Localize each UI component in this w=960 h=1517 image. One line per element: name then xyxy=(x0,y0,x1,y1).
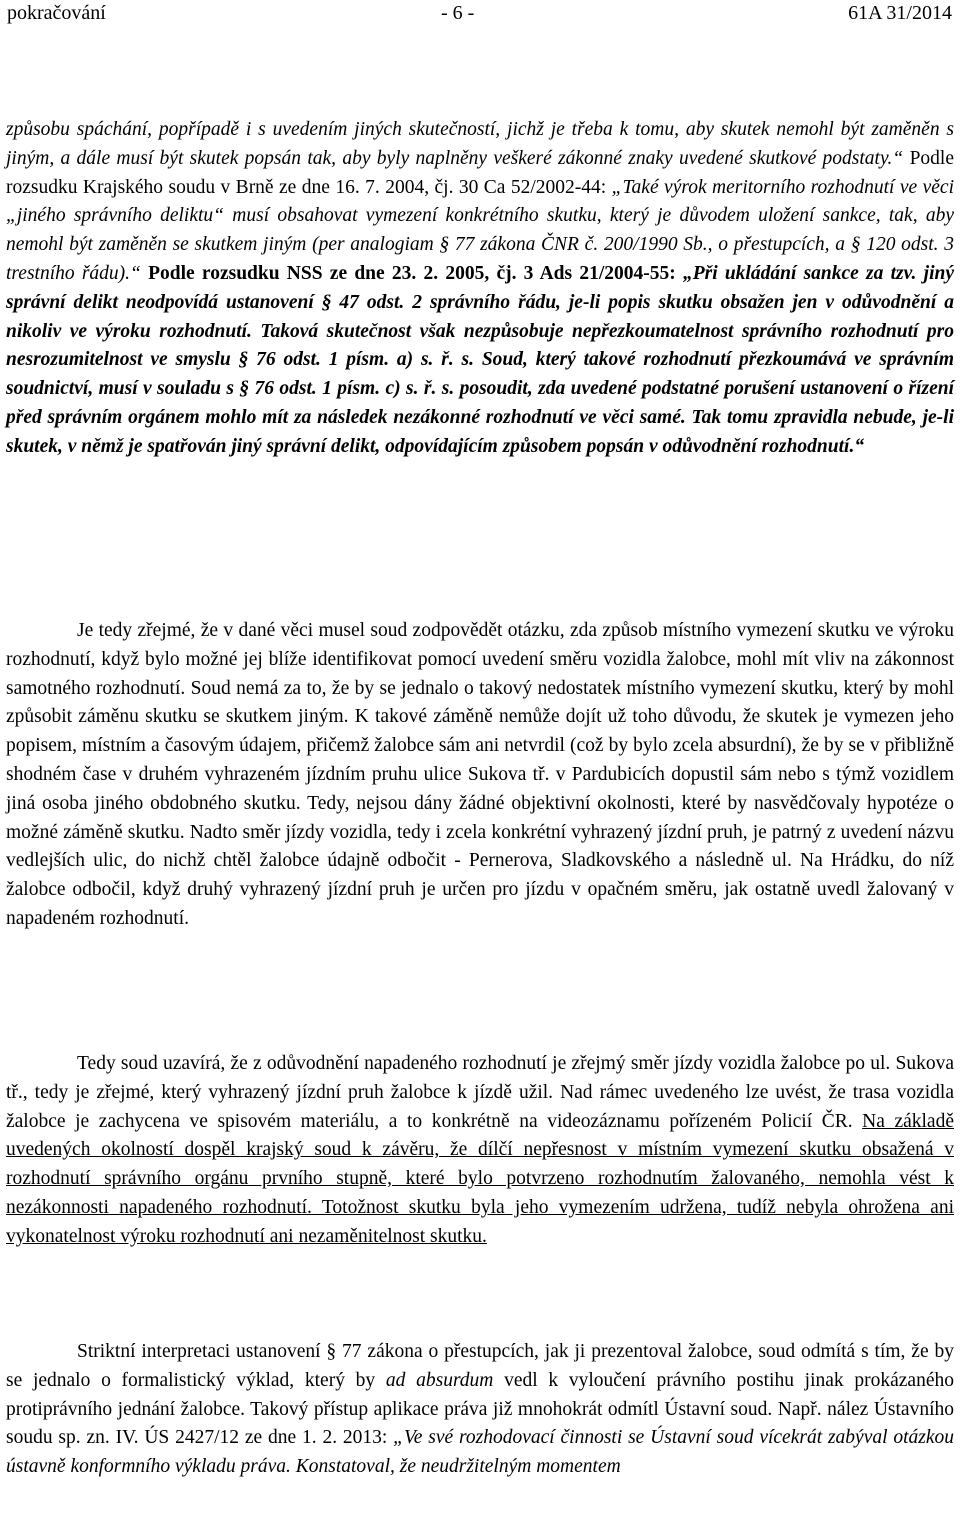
quote-text: způsobu spáchání, popřípadě i s uvedením jiných skutečností, jichž je třeba k tomu, aby skutek nemohl být zaměněn s jiným, a dále musí být skutek popsán tak, aby byly naplněny veškeré zákonné znaky uvedené skutkové podstaty.“ xyxy=(6,119,954,169)
page-header xyxy=(7,2,952,30)
quote-text: „Také výrok meritorního rozhodnutí ve věci „jiného správního deliktu“ musí obsahovat vymezení konkrétního skutku, který je důvodem uložení sankce, tak, aby nemohl být zaměněn se skutkem jiným (per analogiam § 77 zákona ČNR č. 200/1990 Sb., o přestupcích, a § 120 odst. 3 trestního řádu).“ xyxy=(6,176,954,284)
header-continuation: pokračování xyxy=(7,2,106,24)
paragraph-conclusion xyxy=(6,1050,954,1252)
latin-phrase: ad absurdum xyxy=(385,1369,494,1391)
quote-text: „Ve své rozhodovací činnosti se Ústavní soud vícekrát zabýval otázkou ústavně konformního výkladu práva. Konstatoval, že neudržitelným momentem xyxy=(6,1427,955,1478)
citation-text: Podle rozsudku Krajského soudu v Brně ze dne 16. 7. 2004, čj. 30 Ca 52/2002-44: xyxy=(6,147,954,198)
body-text: Striktní interpretaci ustanovení § 77 zákona o přestupcích, jak ji prezentoval žalobce, soud odmítá s tím, že by se jednalo o formalistický výklad, který by xyxy=(6,1341,954,1391)
quote-text: „Při ukládání sankce za tzv. jiný správní delikt neodpovídá ustanovení § 47 odst. 2 správního řádu, je-li popis skutku obsažen jen v odůvodnění a nikoliv ve výroku rozhodnutí. Taková skutečnost však nezpůsobuje nepřezkoumatelnost správního rozhodnutí pro nesrozumitelnost ve smyslu § 76 odst. 1 písm. a) s. ř. s. Soud, který takové rozhodnutí přezkoumává ve správním soudnictví, musí v souladu s § 76 odst. 1 písm. c) s. ř. s. posoudit, zda uvedené podstatné porušení ustanovení o řízení před správním orgánem mohlo mít za následek nezákonné rozhodnutí ve věci samé. Tak tomu zpravidla nebude, je-li skutek, v němž je spatřován jiný správní delikt, odpovídajícím způsobem popsán v odůvodnění rozhodnutí.“ xyxy=(6,262,954,457)
citation-text: Podle rozsudku NSS ze dne 23. 2. 2005, čj. 3 Ads 21/2004-55: xyxy=(140,262,683,284)
page-number: - 6 - xyxy=(441,2,475,24)
case-number: 61A 31/2014 xyxy=(848,2,952,24)
body-text: vedl k vyloučení právního postihu jinak prokázaného protiprávního jednání žalobce. Takový přístup aplikace práva již mnohokrát odmítl Ústavní soud. Např. nález Ústavního soudu sp. zn. IV. ÚS 2427/12 ze dne 1. 2. 2013: xyxy=(6,1369,954,1449)
paragraph-reasoning xyxy=(6,617,954,934)
body-text: Je tedy zřejmé, že v dané věci musel soud zodpovědět otázku, zda způsob místního vymezení skutku ve výroku rozhodnutí, když bylo možné jej blíže identifikovat pomocí uvedení směru vozidla žalobce, mohl mít vliv na zákonnost samotného rozhodnutí. Soud nemá za to, že by se jednalo o takový nedostatek místního vymezení skutku, který by mohl způsobit záměnu skutku se skutkem jiným. K takové záměně nemůže dojít už toho důvodu, že skutek je vymezen jeho popisem, místním a časovým údajem, přičemž žalobce sám ani netvrdil (což by bylo zcela absurdní), že by se v přibližně shodném čase v druhém vyhrazeném jízdním pruhu ulice Sukova tř. v Pardubicích dopustil sám nebo s týmž vozidlem jiná osoba jiného obdobného skutku. Tedy, nejsou dány žádné objektivní okolnosti, které by nasvědčovaly hypotéze o možné záměně skutku. Nadto směr jízdy vozidla, tedy i zcela konkrétní vyhrazený jízdní pruh, je patrný z uvedení názvu vedlejších ulic, do nichž chtěl žalobce údajně odbočit - Pernerova, Sladkovského a následně ul. Na Hrádku, do níž žalobce odbočil, když druhý vyhrazený jízdní pruh je určen pro jízdu v opačném směru, jak ostatně uvedl žalovaný v napadeném rozhodnutí. xyxy=(6,620,954,929)
paragraph-quote-case-law xyxy=(6,116,954,462)
underlined-text: Na základě uvedených okolností dospěl krajský soud k závěru, že dílčí nepřesnost v místním vymezení skutku obsažená v rozhodnutí správního orgánu prvního stupně, které bylo potvrzeno rozhodnutím žalovaného, nemohla vést k nezákonnosti napadeného rozhodnutí. Totožnost skutku byla jeho vymezením udržena, tudíž nebyla ohrožena ani vykonatelnost výroku rozhodnutí ani nezaměnitelnost skutku. xyxy=(6,1110,954,1247)
body-text: Tedy soud uzavírá, že z odůvodnění napadeného rozhodnutí je zřejmý směr jízdy vozidla žalobce po ul. Sukova tř., tedy je zřejmé, který vyhrazený jízdní pruh žalobce k jízdě užil. Nad rámec uvedeného lze uvést, že trasa vozidla žalobce je zachycena ve spisovém materiálu, a to konkrétně na videozáznamu pořízeném Policií ČR. xyxy=(6,1053,954,1132)
paragraph-interpretation xyxy=(6,1338,954,1482)
